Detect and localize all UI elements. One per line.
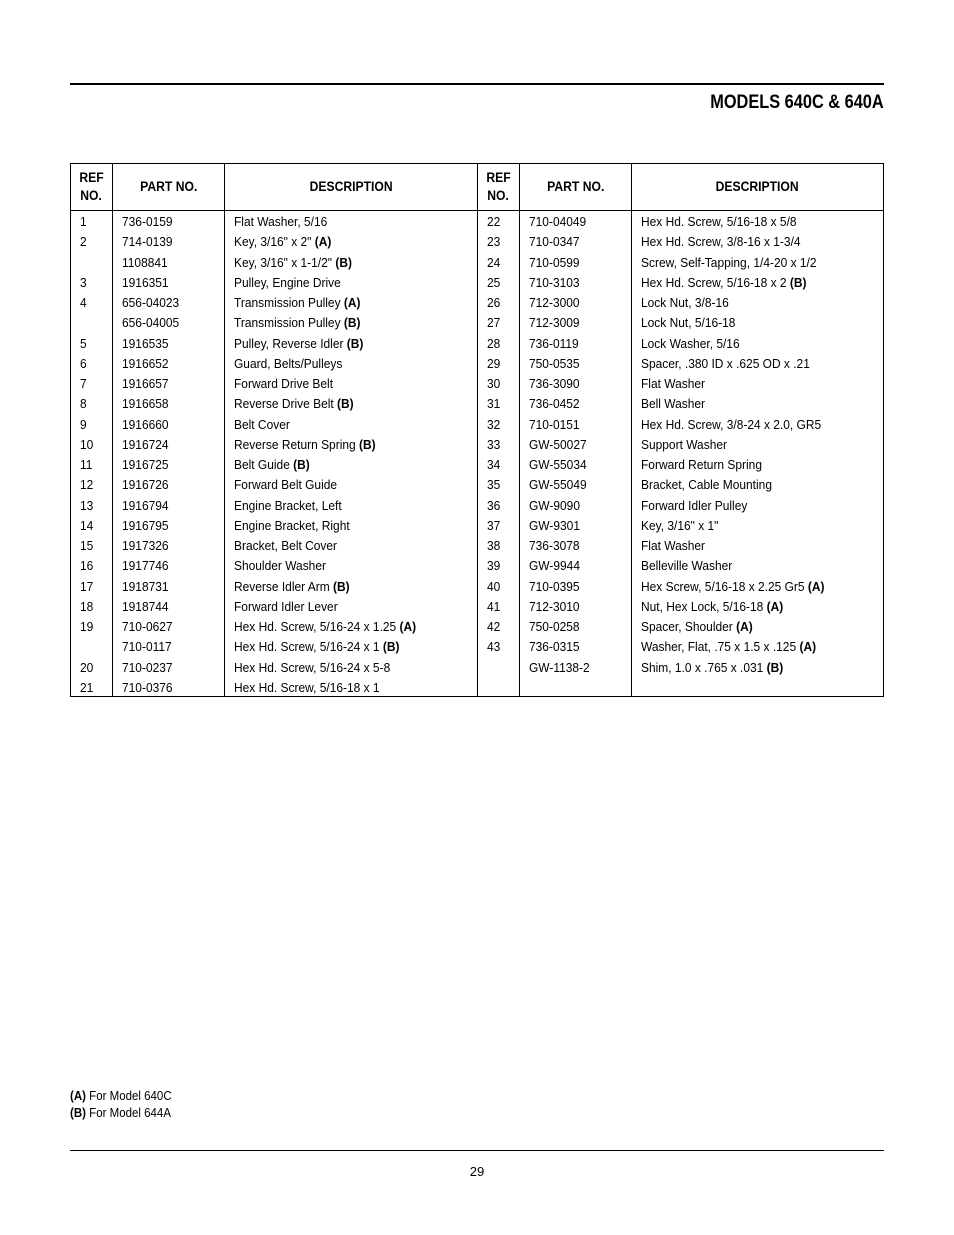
table-row: [71, 273, 883, 293]
table-row: [71, 658, 883, 678]
description-text: Transmission Pulley: [234, 295, 341, 310]
ref-no: 13: [80, 497, 94, 513]
ref-no: 41: [487, 598, 501, 614]
description-text: Hex Hd. Screw, 3/8-24 x 2.0, GR5: [641, 416, 822, 432]
part-no: 710-0151: [529, 416, 580, 432]
description: [641, 253, 817, 273]
description-text: Forward Belt Guide: [234, 477, 338, 493]
part-no: 1916726: [122, 477, 169, 493]
ref-no: 19: [80, 619, 94, 634]
part-no: GW-55034: [529, 457, 587, 472]
part-no: 710-0347: [529, 234, 580, 250]
page-number: 29: [469, 1164, 485, 1179]
part-no: 736-0159: [122, 214, 173, 229]
ref-no: 29: [487, 355, 501, 371]
description: [234, 678, 380, 698]
ref-no: 1: [80, 214, 87, 229]
model-mark: (A): [766, 598, 784, 614]
table-row: [71, 232, 883, 252]
part-no: 710-0237: [122, 659, 173, 675]
page-title: MODELS 640C & 640A: [710, 92, 884, 113]
description-text: Engine Bracket, Right: [234, 517, 350, 533]
part-no: 656-04023: [122, 295, 180, 310]
ref-no: 14: [80, 517, 94, 533]
part-no: 712-3010: [529, 598, 580, 614]
part-no: 736-3078: [529, 538, 580, 553]
description-text: Reverse Idler Arm: [234, 578, 330, 594]
description: [641, 394, 705, 414]
table-row: [71, 313, 883, 333]
description-text: Lock Washer, 5/16: [641, 335, 740, 351]
table-row: [71, 415, 883, 435]
part-no: 1916535: [122, 335, 169, 351]
ref-no: 36: [487, 497, 501, 513]
table-row: [71, 597, 883, 617]
description: [641, 354, 810, 374]
table-row: [71, 374, 883, 394]
model-mark: (A): [799, 639, 817, 655]
ref-no: 7: [80, 376, 87, 391]
description-text: Belt Cover: [234, 416, 290, 432]
description-text: Reverse Return Spring: [234, 436, 356, 452]
description: [641, 637, 816, 657]
part-no: 710-04049: [529, 214, 587, 229]
description: [641, 455, 762, 475]
description-text: Bracket, Belt Cover: [234, 538, 338, 553]
ref-no: 34: [487, 457, 501, 472]
description-text: Hex Hd. Screw, 3/8-16 x 1-3/4: [641, 234, 801, 250]
part-no: 1916724: [122, 436, 169, 452]
part-no: GW-9944: [529, 558, 580, 574]
description: [641, 475, 772, 495]
description-text: Screw, Self-Tapping, 1/4-20 x 1/2: [641, 254, 817, 270]
part-no: 736-3090: [529, 376, 580, 391]
description-text: Forward Idler Pulley: [641, 497, 748, 513]
description-text: Lock Nut, 5/16-18: [641, 315, 736, 331]
description: [641, 516, 718, 536]
ref-no: 42: [487, 619, 501, 634]
description-text: Hex Hd. Screw, 5/16-18 x 1: [234, 679, 380, 695]
model-mark: (B): [333, 578, 350, 594]
table-row: [71, 678, 883, 698]
table-row: [71, 435, 883, 455]
description-text: Washer, Flat, .75 x 1.5 x .125: [641, 639, 797, 655]
ref-no: 5: [80, 335, 87, 351]
description-text: Engine Bracket, Left: [234, 497, 342, 513]
ref-no: 20: [80, 659, 94, 675]
ref-no: 6: [80, 355, 87, 371]
model-mark: (A): [343, 295, 361, 310]
note-b: (B) For Model 644A: [70, 1106, 171, 1120]
part-no: 1917326: [122, 538, 169, 553]
part-no: 1918744: [122, 598, 169, 614]
description-text: Shoulder Washer: [234, 558, 326, 574]
part-no: GW-55049: [529, 477, 587, 493]
description-text: Key, 3/16" x 1-1/2": [234, 254, 333, 270]
model-notes: [70, 1088, 180, 1122]
part-no: 710-0376: [122, 679, 173, 695]
part-no: 714-0139: [122, 234, 173, 250]
description: [641, 374, 705, 394]
ref-no: 22: [487, 214, 501, 229]
description-text: Hex Hd. Screw, 5/16-24 x 1.25: [234, 619, 397, 634]
description: [641, 334, 740, 354]
part-no: 1916795: [122, 517, 169, 533]
ref-no: 12: [80, 477, 94, 493]
ref-no: 9: [80, 416, 87, 432]
note-a: (A) For Model 640C: [70, 1089, 172, 1103]
ref-no: 37: [487, 517, 501, 533]
ref-no: 15: [80, 538, 94, 553]
table-row: [71, 212, 883, 232]
part-no: 710-3103: [529, 274, 580, 290]
description: [641, 435, 727, 455]
ref-no: 10: [80, 436, 94, 452]
model-mark: (A): [399, 619, 417, 634]
description-text: Belt Guide: [234, 457, 290, 472]
description-text: Key, 3/16" x 1": [641, 517, 719, 533]
parts-table: [70, 163, 884, 697]
table-row: [71, 577, 883, 597]
model-mark: (B): [382, 639, 400, 655]
table-row: [71, 617, 883, 637]
part-no: 1916794: [122, 497, 169, 513]
description-text: Pulley, Reverse Idler: [234, 335, 344, 351]
model-mark: (B): [343, 315, 361, 331]
table-row: [71, 455, 883, 475]
description-text: Transmission Pulley: [234, 315, 341, 331]
description-text: Shim, 1.0 x .765 x .031: [641, 659, 767, 675]
description-text: Hex Screw, 5/16-18 x 2.25 Gr5: [641, 578, 805, 594]
description-text: Spacer, Shoulder: [641, 619, 733, 634]
model-mark: (B): [337, 396, 354, 412]
part-no: 656-04005: [122, 315, 180, 331]
description-text: Support Washer: [641, 436, 727, 452]
ref-no: 25: [487, 274, 501, 290]
ref-no: 16: [80, 558, 94, 574]
description-text: Key, 3/16" x 2": [234, 234, 312, 250]
ref-no: 39: [487, 558, 501, 574]
part-no: 1918731: [122, 578, 169, 594]
ref-no: 24: [487, 254, 501, 270]
part-no: 710-0395: [529, 578, 580, 594]
description: [641, 293, 729, 313]
description-text: Spacer, .380 ID x .625 OD x .21: [641, 355, 810, 371]
ref-no: 18: [80, 598, 94, 614]
ref-no: 31: [487, 396, 501, 412]
model-mark: (A): [314, 234, 332, 250]
part-no: 750-0535: [529, 355, 580, 371]
description-text: Pulley, Engine Drive: [234, 274, 341, 290]
ref-no: 32: [487, 416, 501, 432]
description-text: Flat Washer: [641, 538, 706, 553]
part-no: 710-0117: [122, 639, 172, 655]
part-no: 736-0452: [529, 396, 580, 412]
description-text: Hex Hd. Screw, 5/16-18 x 5/8: [641, 214, 797, 229]
ref-no: 4: [80, 295, 87, 310]
description-text: Reverse Drive Belt: [234, 396, 334, 412]
part-no: 710-0599: [529, 254, 580, 270]
description-text: Flat Washer: [641, 376, 706, 391]
description-text: Flat Washer, 5/16: [234, 214, 328, 229]
part-no: 1916725: [122, 457, 169, 472]
description: [641, 597, 783, 617]
description: [641, 536, 705, 556]
header-ref-no-right: REF NO.: [486, 170, 511, 203]
model-mark: (A): [807, 578, 825, 594]
part-no: 736-0119: [529, 335, 579, 351]
part-no: 712-3009: [529, 315, 580, 331]
model-mark: (B): [293, 457, 310, 472]
table-row: [71, 253, 883, 273]
part-no: GW-1138-2: [529, 659, 590, 675]
ref-no: 3: [80, 274, 87, 290]
table-row: [71, 536, 883, 556]
ref-no: 43: [487, 639, 501, 655]
model-mark: (B): [766, 659, 784, 675]
header-description-left: DESCRIPTION: [309, 179, 393, 194]
ref-no: 30: [487, 376, 501, 391]
table-row: [71, 354, 883, 374]
model-mark: (B): [346, 335, 364, 351]
description-text: Hex Hd. Screw, 5/16-24 x 1: [234, 639, 380, 655]
ref-no: 28: [487, 335, 501, 351]
part-no: GW-50027: [529, 436, 587, 452]
part-no: 1916652: [122, 355, 169, 371]
description: [641, 617, 753, 637]
description-text: Forward Return Spring: [641, 457, 762, 472]
header-description-right: DESCRIPTION: [715, 179, 800, 194]
description-text: Hex Hd. Screw, 5/16-18 x 2: [641, 274, 790, 290]
part-no: 710-0627: [122, 619, 173, 634]
part-no: 712-3000: [529, 295, 580, 310]
ref-no: 11: [80, 457, 93, 472]
table-row: [71, 293, 883, 313]
part-no: 1916658: [122, 396, 169, 412]
ref-no: 26: [487, 295, 501, 310]
description-text: Nut, Hex Lock, 5/16-18: [641, 598, 764, 614]
model-mark: (B): [358, 436, 376, 452]
table-row: [71, 637, 883, 657]
description-text: Bell Washer: [641, 396, 706, 412]
ref-no: 33: [487, 436, 501, 452]
ref-no: 23: [487, 234, 501, 250]
header-part-no-right: PART NO.: [546, 179, 605, 194]
ref-no: 8: [80, 396, 87, 412]
description: [641, 496, 747, 516]
description-text: Hex Hd. Screw, 5/16-24 x 5-8: [234, 659, 391, 675]
part-no: GW-9301: [529, 517, 580, 533]
header-rule: [70, 83, 884, 85]
part-no: 736-0315: [529, 639, 580, 655]
model-mark: (B): [789, 274, 807, 290]
description-text: Guard, Belts/Pulleys: [234, 355, 343, 371]
table-row: [71, 496, 883, 516]
part-no: 1916351: [122, 274, 169, 290]
ref-no: 35: [487, 477, 501, 493]
description: [641, 273, 807, 293]
table-row: [71, 556, 883, 576]
description: [641, 556, 732, 576]
description: [641, 577, 824, 597]
ref-no: 38: [487, 538, 501, 553]
part-no: 750-0258: [529, 619, 580, 634]
description-text: Lock Nut, 3/8-16: [641, 295, 729, 310]
description-text: Belleville Washer: [641, 558, 733, 574]
description-text: Forward Idler Lever: [234, 598, 338, 614]
table-row: [71, 516, 883, 536]
description-text: Bracket, Cable Mounting: [641, 477, 772, 493]
header-ref-no-left: REF NO.: [79, 170, 104, 203]
part-no: 1108841: [122, 254, 168, 270]
ref-no: 2: [80, 234, 87, 250]
footer-rule: [70, 1150, 884, 1151]
ref-no: 21: [80, 679, 94, 695]
table-row: [71, 394, 883, 414]
ref-no: 40: [487, 578, 501, 594]
description: [641, 415, 821, 435]
model-mark: (A): [736, 619, 753, 634]
table-row: [71, 334, 883, 354]
ref-no: 27: [487, 315, 501, 331]
part-no: 1916660: [122, 416, 169, 432]
description: [641, 658, 783, 678]
description: [641, 313, 735, 333]
description-text: Forward Drive Belt: [234, 376, 334, 391]
part-no: GW-9090: [529, 497, 580, 513]
part-no: 1916657: [122, 376, 169, 391]
header-part-no-left: PART NO.: [139, 179, 198, 194]
part-no: 1917746: [122, 558, 169, 574]
table-row: [71, 475, 883, 495]
description: [641, 212, 797, 232]
model-mark: (B): [335, 254, 352, 270]
description: [641, 232, 801, 252]
ref-no: 17: [80, 578, 94, 594]
